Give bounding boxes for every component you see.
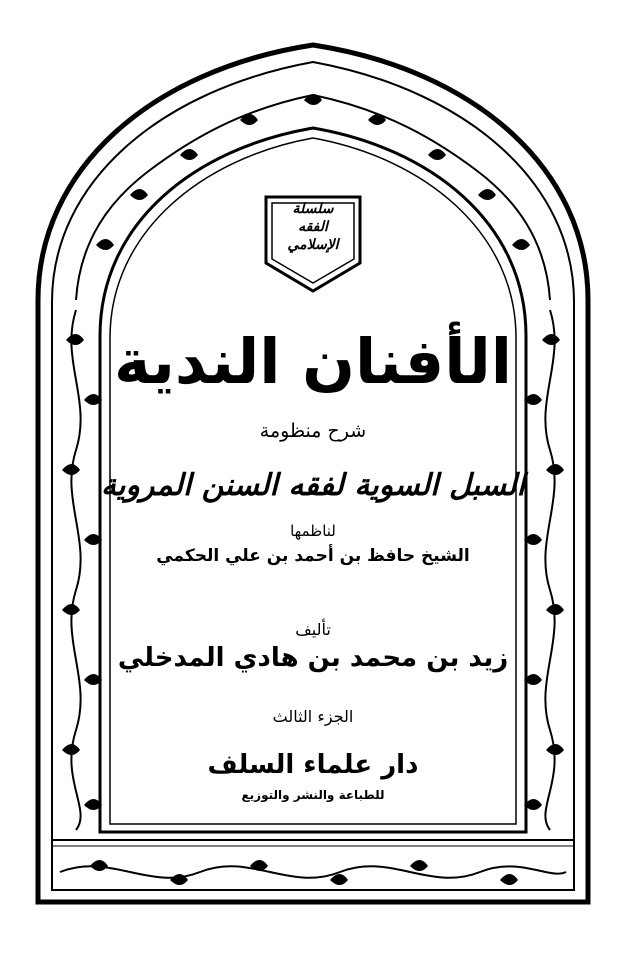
sharh-label: شرح منظومة bbox=[259, 420, 367, 442]
bottom-vine-ornament bbox=[60, 866, 566, 878]
volume-label: الجزء الثالث bbox=[272, 707, 354, 726]
talif-label: تأليف bbox=[295, 620, 331, 639]
book-title: الأفنان الندية bbox=[113, 325, 513, 398]
poem-title: السبل السوية لفقه السنن المروية bbox=[101, 468, 525, 503]
series-line-3: الإسلامي bbox=[287, 237, 339, 253]
series-line-1: سلسلة bbox=[292, 201, 334, 217]
publisher-tagline: للطباعة والنشر والتوزيع bbox=[241, 788, 385, 802]
author-name: زيد بن محمد بن هادي المدخلي bbox=[117, 643, 509, 673]
series-line-2: الفقه bbox=[298, 219, 328, 235]
linazim-label: لناظمها bbox=[290, 522, 336, 540]
series-label bbox=[268, 200, 358, 254]
publisher-name: دار علماء السلف bbox=[207, 750, 419, 780]
poet-name: الشيخ حافظ بن أحمد بن علي الحكمي bbox=[156, 546, 470, 566]
